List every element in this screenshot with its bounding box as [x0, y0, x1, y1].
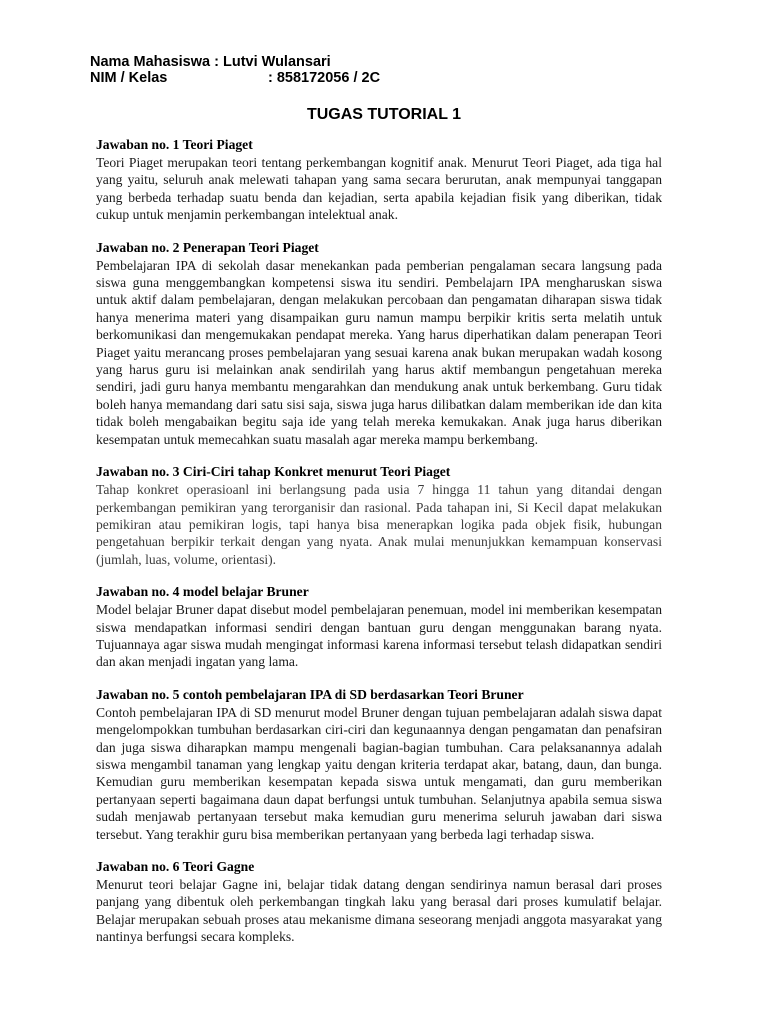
answer-section-4 — [96, 583, 662, 671]
answer-body: Model belajar Bruner dapat disebut model pembelajaran penemuan, model ini memberikan kesempatan siswa mendapatkan informasi sendiri dengan bantuan guru dengan menggunakan barang nyata. Tujuannaya agar siswa mudah mengingat informasi karena informasi tersebut telash didapatkan sendiri dan akan menjadi ingatan yang lama. — [96, 602, 662, 670]
answer-heading: Jawaban no. 6 Teori Gagne — [96, 859, 255, 874]
name-row — [90, 54, 380, 70]
answer-body: Pembelajaran IPA di sekolah dasar menekankan pada pemberian pengalaman secara langsung pada siswa guna menggembangkan kompetensi siswa itu sendiri. Pembelajarn IPA mengharuskan siswa untuk aktif dalam pembelajaran, dengan melakukan percobaan dan pengamatan diharapan siswa tidak hanya menerima materi yang disampaikan guru namun mampu berpikir kritis serta melatih untuk berkomunikasi dan mengemukakan pendapat mereka. Yang harus diperhatikan dalam penerapan Teori Piaget yaitu merancang proses pembelajaran yang sesuai karena anak bukan merupakan wadah kosong yang harus guru isi melainkan anak sendirilah yang harus aktif membangun pengetahuan mereka sendiri, jadi guru hanya membantu mengarahkan dan mendukung anak untuk berkembang. Guru tidak boleh hanya memandang dari satu sisi saja, siswa juga harus dilibatkan dalam memberikan ide dan kita tidak boleh mengabaikan begitu saja ide yang telah mereka kemukakan. Anak juga harus diberikan kesempatan untuk memecahkan suatu masalah agar mereka mampu berkembang. — [96, 257, 662, 447]
answer-heading: Jawaban no. 1 Teori Piaget — [96, 137, 253, 152]
answer-body: Menurut teori belajar Gagne ini, belajar tidak datang dengan sendirinya namun berasal dari proses panjang yang dibentuk oleh perkembangan tingkah laku yang berasal dari proses kumulatif belajar. Belajar merupakan sebuah proses atau mekanisme dimana seseorang menjadi anggota masyarakat yang nantinya berfungsi secara kompleks. — [96, 877, 662, 945]
answer-heading: Jawaban no. 4 model belajar Bruner — [96, 584, 309, 600]
answer-section-1 — [96, 136, 662, 224]
answer-body: Contoh pembelajaran IPA di SD menurut model Bruner dengan tujuan pembelajaran adalah siswa dapat mengelompokkan tumbuhan berdasarkan ciri-ciri dan kegunaannya dengan pengamatan dan penafsiran dan juga siswa diharapkan mampu mengenali bagian-bagian tumbuhan. Cara pelaksanannya adalah siswa mengambil tanaman yang lengkap yaitu dengan kriteria terdapat akar, batang, daun, dan bunga. Kemudian guru memberikan kesempatan kepada siswa untuk mengamati, dan guru memberikan pertanyaan seperti bagaimana daun dapat berfungsi untuk tumbuhan. Selanjutnya apabila semua siswa sudah menjawab pertanyaan tersebut maka kemudian guru menerima seluruh jawaban dari siswa tersebut. Yang terakhir guru bisa memberikan pertanyaan yang berbeda lagi terhadap siswa. — [96, 704, 662, 842]
answer-heading: Jawaban no. 2 Penerapan Teori Piaget — [96, 239, 319, 255]
student-header — [90, 54, 380, 86]
answer-heading: Jawaban no. 5 contoh pembelajaran IPA di SD berdasarkan Teori Bruner — [96, 686, 524, 702]
answer-section-3 — [96, 463, 662, 568]
answer-body: Tahap konkret operasioanl ini berlangsung pada usia 7 hingga 11 tahun yang ditandai dengan perkembangan pemikiran yang terorganisir dan rasional. Pada tahapan ini, Si Kecil dapat melakukan pemikiran atau pemikiran logis, tapi hanya bisa menerapkan logika pada objek fisik, hubungan pengetahuan berpikir terkait dengan yang nyata. Anak mulai menunjukkan kemampuan konservasi (jumlah, luas, volume, orientasi). — [96, 482, 662, 567]
answer-body: Teori Piaget merupakan teori tentang perkembangan kognitif anak. Menurut Teori Piaget, ada tiga hal yang yaitu, seluruh anak melewati tahapan yang sama secara berurutan, anak mempunyai tanggapan yang berbeda terhadap suatu benda dan kejadian, serta apabila kejadian fisik yang diberikan, tidak cukup untuk menjamin perkembangan intelektual anak. — [96, 155, 662, 223]
answer-section-5 — [96, 686, 662, 843]
answer-section-6 — [96, 858, 662, 946]
answer-section-2 — [96, 239, 662, 448]
nim-row — [90, 70, 380, 86]
answer-heading: Jawaban no. 3 Ciri-Ciri tahap Konkret menurut Teori Piaget — [96, 464, 451, 480]
name-value: Lutvi Wulansari — [222, 54, 331, 70]
nim-label: NIM / Kelas — [90, 70, 168, 86]
nim-value: : 858172056 / 2C — [268, 70, 381, 86]
answers-content — [96, 136, 662, 961]
document-title: TUGAS TUTORIAL 1 — [306, 106, 462, 123]
name-label: Nama Mahasiswa : — [90, 54, 219, 70]
